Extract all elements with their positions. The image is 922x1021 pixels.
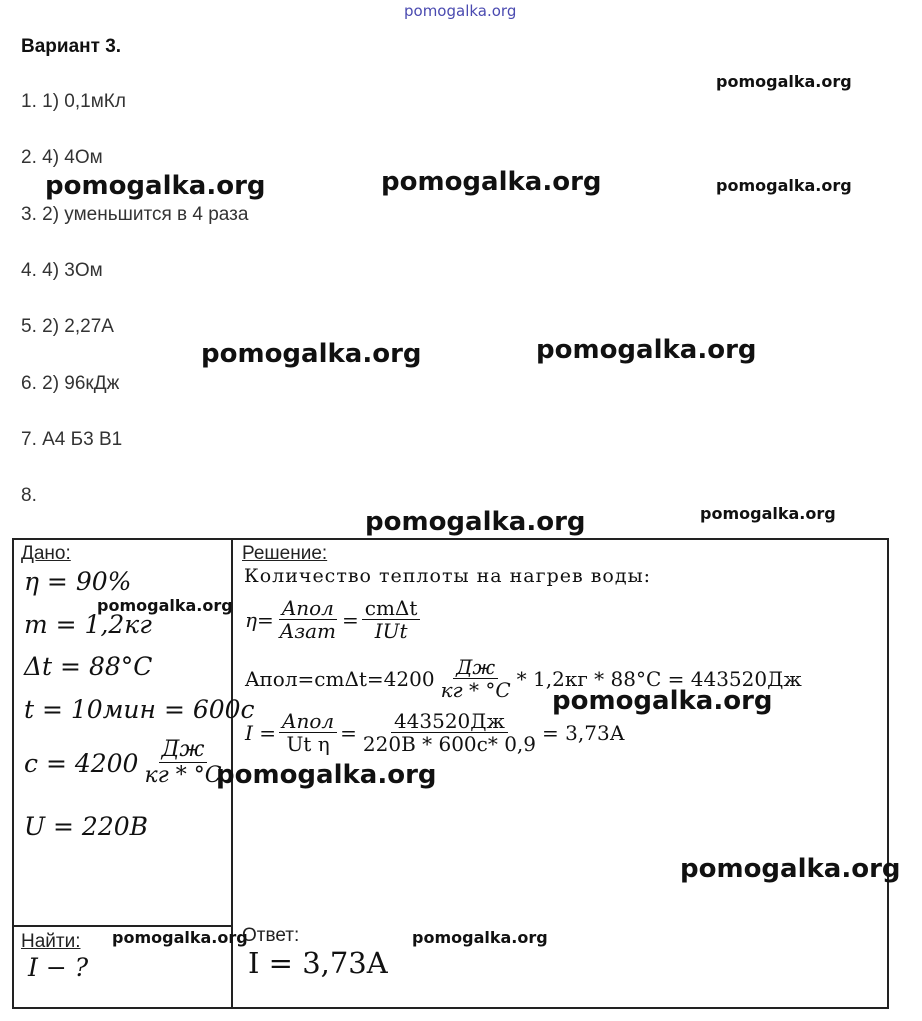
table-divider-find: [12, 925, 232, 927]
eq2-rest: * 1,2кг * 88°C = 443520Дж: [516, 667, 802, 691]
find-header: Найти:: [21, 931, 81, 952]
watermark-top: pomogalka.org: [404, 2, 517, 20]
given-time: t = 10мин = 600с: [24, 695, 255, 724]
watermark: pomogalka.org: [700, 504, 836, 523]
equation-current: [245, 710, 625, 756]
fraction-numerator: cmΔt: [362, 597, 421, 620]
fraction-denominator: Aзат: [279, 619, 336, 643]
eq3-equals: =: [340, 721, 357, 745]
answer-item-2: 2. 4) 4Ом: [21, 147, 103, 168]
watermark: pomogalka.org: [716, 72, 852, 91]
answer-item-7: 7. А4 Б3 В1: [21, 429, 123, 450]
eq1-fraction-2: [362, 597, 421, 643]
eq3-lhs: I =: [245, 721, 277, 745]
eq1-lhs: η=: [245, 608, 274, 632]
fraction-denominator: Ut η: [286, 732, 330, 756]
watermark: pomogalka.org: [365, 507, 586, 537]
watermark: pomogalka.org: [216, 760, 437, 790]
watermark: pomogalka.org: [412, 928, 548, 947]
watermark: pomogalka.org: [97, 596, 233, 615]
fraction-numerator: Дж: [453, 656, 498, 679]
answer-item-6: 6. 2) 96кДж: [21, 373, 120, 394]
fraction-numerator: Дж: [159, 738, 208, 763]
given-specific-heat-prefix: c = 4200: [24, 748, 139, 778]
given-mass: m = 1,2кг: [24, 610, 152, 639]
fraction-denominator: кг * °C: [144, 763, 222, 789]
page-title: Вариант 3.: [21, 36, 122, 57]
equation-efficiency: [245, 597, 423, 643]
answer-item-1: 1. 1) 0,1мКл: [21, 91, 126, 112]
watermark: pomogalka.org: [552, 686, 773, 716]
table-border-bottom: [12, 1007, 889, 1009]
watermark: pomogalka.org: [680, 854, 901, 884]
fraction-denominator: 220В * 600с* 0,9: [362, 732, 537, 756]
given-efficiency: η = 90%: [24, 567, 132, 596]
fraction-numerator: Aпол: [279, 597, 337, 620]
given-specific-heat-fraction: [141, 738, 224, 788]
table-border-top: [12, 538, 889, 540]
given-voltage: U = 220В: [24, 812, 148, 841]
fraction-denominator: кг * °C: [440, 678, 511, 702]
find-value: I − ?: [28, 953, 89, 982]
watermark: pomogalka.org: [112, 928, 248, 947]
eq3-result: = 3,73А: [542, 721, 625, 745]
fraction-numerator: Aпол: [279, 710, 337, 733]
eq2-fraction: [438, 656, 514, 702]
given-temp-change: Δt = 88°C: [24, 652, 153, 681]
solution-header: Решение:: [242, 543, 328, 564]
table-border-left: [12, 538, 14, 1008]
given-specific-heat: [24, 738, 228, 788]
given-header: Дано:: [21, 543, 71, 564]
eq2-lhs: Aпол=cmΔt=4200: [245, 667, 435, 691]
watermark: pomogalka.org: [536, 335, 757, 365]
eq3-fraction-1: [279, 710, 337, 756]
watermark: pomogalka.org: [45, 171, 266, 201]
answer-item-5: 5. 2) 2,27А: [21, 316, 114, 337]
watermark: pomogalka.org: [381, 167, 602, 197]
fraction-numerator: 443520Дж: [391, 710, 508, 733]
answer-item-8: 8.: [21, 485, 37, 506]
table-border-right: [887, 538, 889, 1008]
answer-value: I = 3,73A: [248, 946, 388, 980]
answer-item-3: 3. 2) уменьшится в 4 раза: [21, 204, 249, 225]
answer-header: Ответ:: [242, 925, 300, 946]
fraction-denominator: IUt: [374, 619, 408, 643]
eq1-equals: =: [342, 608, 359, 632]
watermark: pomogalka.org: [201, 339, 422, 369]
eq3-fraction-2: [360, 710, 539, 756]
eq1-fraction-1: [277, 597, 339, 643]
solution-intro: Количество теплоты на нагрев воды:: [244, 565, 652, 587]
watermark: pomogalka.org: [716, 176, 852, 195]
answer-item-4: 4. 4) 3Ом: [21, 260, 103, 281]
